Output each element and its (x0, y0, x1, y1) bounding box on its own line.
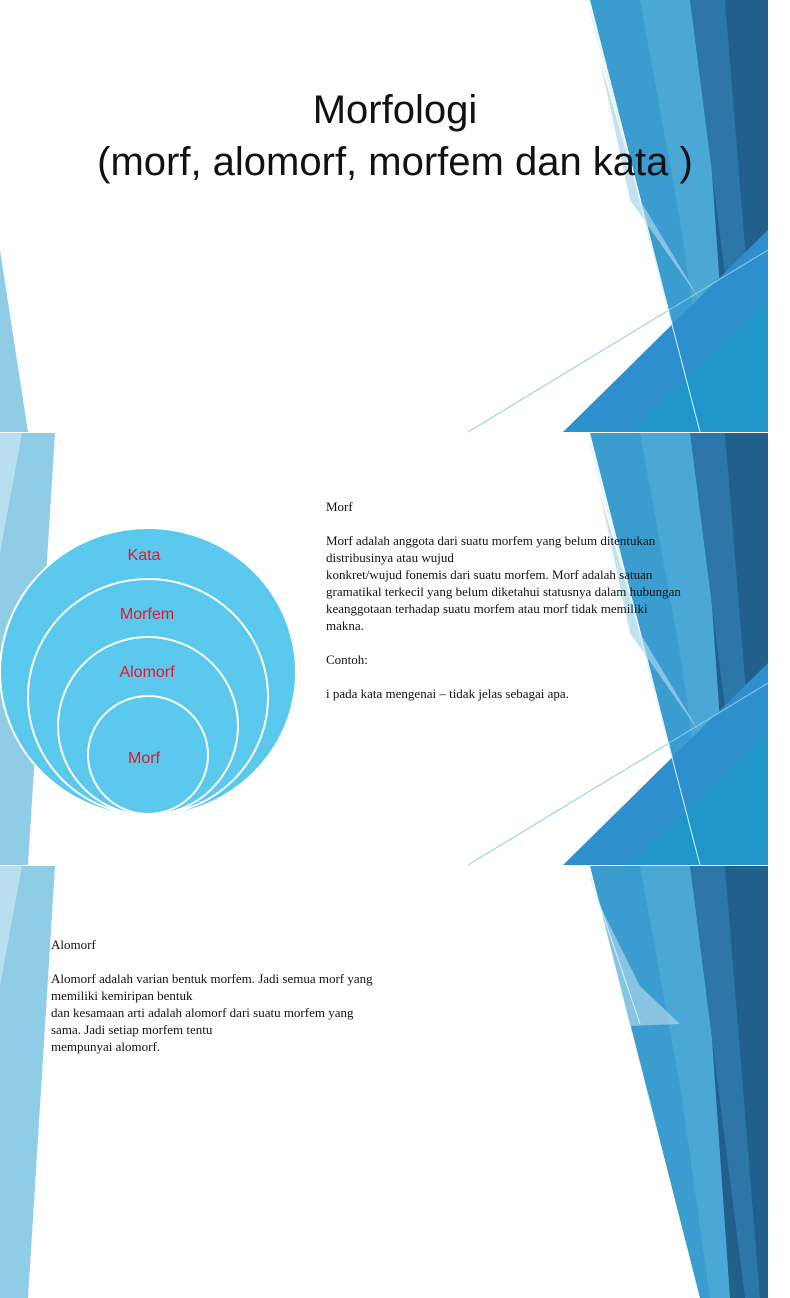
alomorf-definition: Alomorf adalah varian bentuk morfem. Jadi semua morf yang memiliki kemiripan bentuk dan kesamaan arti adalah alomorf dari suatu morfem yang sama. Jadi setiap morfem tentu mempunyai alomorf. (51, 971, 373, 1054)
alomorf-heading: Alomorf (51, 937, 96, 952)
slide-morf (0, 433, 768, 865)
slide-title-line2: (morf, alomorf, morfem dan kata ) (97, 140, 693, 184)
morf-text-block (326, 481, 746, 719)
slide-alomorf (0, 866, 768, 1054)
morf-example: i pada kata mengenai – tidak jelas sebagai apa. (326, 686, 569, 701)
label-alomorf: Alomorf (119, 664, 175, 681)
nested-circle-diagram (0, 433, 310, 865)
slide-title-line1: Morfologi (312, 88, 478, 132)
alomorf-text-block (51, 919, 431, 1072)
label-morf: Morf (128, 750, 160, 767)
slide-title (0, 0, 768, 432)
label-morfem: Morfem (119, 606, 175, 623)
morf-heading: Morf (326, 499, 353, 514)
morf-definition: Morf adalah anggota dari suatu morfem yang belum ditentukan distribusinya atau wujud konkret/wujud fonemis dari suatu morfem. Morf adalah satuan gramatikal terkecil yang belum diketahui statusnya dalam hubungan keanggotaan terhadap suatu morfem atau morf tidak memiliki makna. (326, 533, 681, 633)
morf-example-label: Contoh: (326, 652, 368, 667)
slide-decoration (0, 0, 768, 432)
label-kata: Kata (127, 547, 161, 564)
